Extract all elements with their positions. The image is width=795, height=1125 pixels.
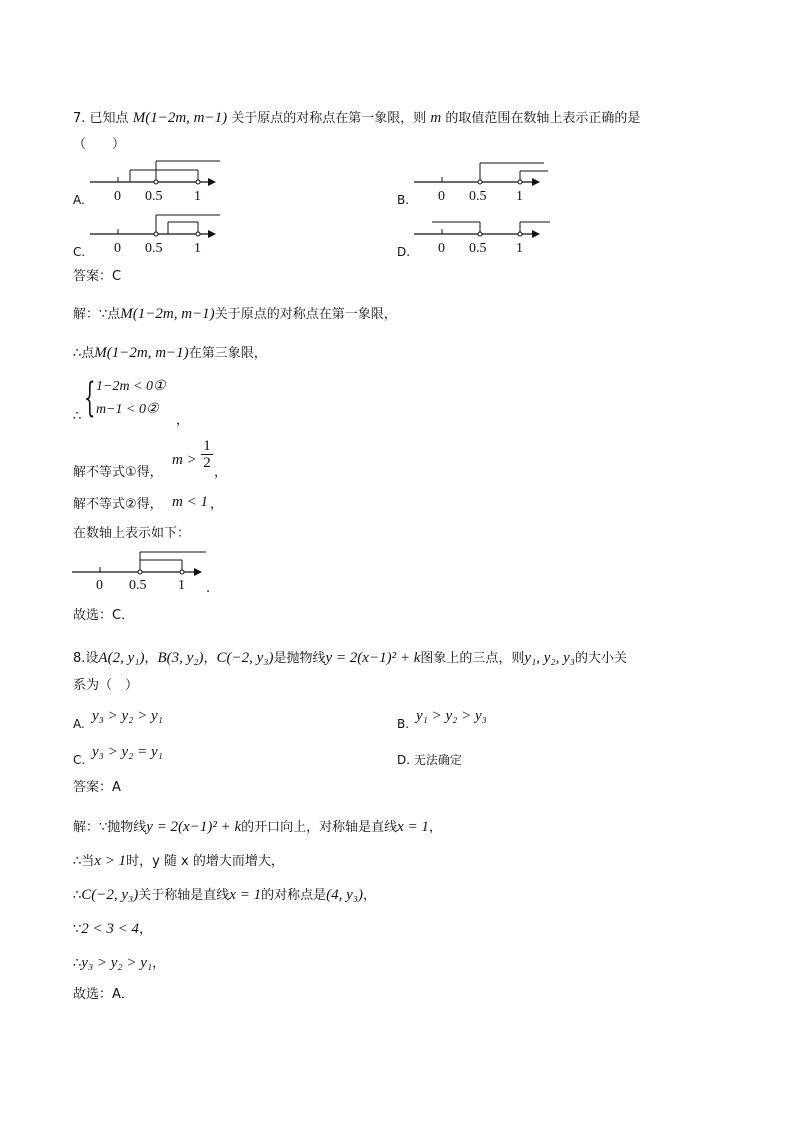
q8-option-b-label: B. [397, 717, 410, 731]
svg-text:1: 1 [194, 241, 201, 256]
q8-option-a-label: A. [73, 717, 85, 731]
q8-solution-line4: ∵2 < 3 < 4， [73, 921, 153, 937]
q8-option-b: y₁ > y₂ > y₃ [416, 708, 487, 724]
svg-text:1: 1 [516, 189, 523, 204]
q7-option-a-label: A. [73, 193, 85, 207]
q7-option-c-label: C. [73, 245, 86, 259]
q8-solution-line1: 解：∵抛物线y = 2(x−1)² + k的开口向上，对称轴是直线x = 1， [73, 819, 442, 835]
svg-text:0: 0 [114, 241, 121, 256]
svg-text:0: 0 [114, 189, 121, 204]
q8-answer: 答案：A [73, 780, 121, 795]
q7-option-c-numberline [88, 210, 223, 256]
svg-text:0.5: 0.5 [469, 189, 487, 204]
svg-text:0: 0 [438, 241, 445, 256]
q8-option-a: y₃ > y₂ > y₁ [92, 708, 163, 724]
q7-option-d-label: D. [397, 245, 411, 259]
q7-therefore: ∴ [73, 409, 82, 424]
q7-point: M(1−2m, m−1) [132, 110, 228, 126]
svg-text:1: 1 [178, 578, 185, 592]
q7-option-b-numberline [412, 158, 552, 204]
q8-option-d: D. 无法确定 [397, 753, 462, 767]
q8-number: 8. [73, 651, 86, 666]
svg-text:1: 1 [516, 241, 523, 256]
q8-stem-line2: 系为（ ） [73, 678, 139, 693]
svg-text:0.5: 0.5 [469, 241, 487, 256]
svg-text:0.5: 0.5 [129, 578, 147, 592]
svg-text:0: 0 [438, 189, 445, 204]
svg-text:0.5: 0.5 [145, 189, 163, 204]
q7-fraction-half: 1 2 [201, 438, 213, 471]
q7-solve-2: 解不等式②得， [73, 497, 163, 512]
q7-show-on-line: 在数轴上表示如下： [73, 526, 191, 541]
q8-solution-line3: ∴C(−2, y₃)关于称轴是直线x = 1的对称点是(4, y₃)， [73, 887, 376, 903]
q8-choice: 故选：A． [73, 987, 134, 1002]
q7-solution-numberline [70, 546, 210, 592]
q8-option-c-label: C. [73, 753, 86, 767]
q7-inequality-1: 1−2m < 0① [96, 379, 166, 394]
svg-text:1: 1 [194, 189, 201, 204]
q7-number: 7. [73, 111, 86, 126]
q8-option-c: y₃ > y₂ = y₁ [92, 744, 163, 760]
q8-stem: 8.设A(2, y₁)，B(3, y₂)，C(−2, y₃)是抛物线y = 2(x−1)² + k图象上的三点，则y₁, y₂, y₃的大小关 [73, 650, 628, 666]
q7-answer-blank: （ ） [73, 137, 126, 152]
q7-answer: 答案：C [73, 269, 122, 284]
svg-text:0.5: 0.5 [145, 241, 163, 256]
svg-text:0: 0 [96, 578, 103, 592]
q7-inequality-2: m−1 < 0② [96, 402, 159, 417]
q8-solution-line2: ∴当x > 1时，y 随 x 的增大而增大， [73, 853, 284, 869]
q7-choice: 故选：C． [73, 608, 135, 623]
q7-option-d-numberline [412, 210, 552, 256]
q7-system-brace: { [84, 375, 96, 421]
q7-stem: 7. 已知点 M(1−2m, m−1) 关于原点的对称点在第一象限，则 m 的取值范围在数轴上表示正确的是 [73, 110, 641, 126]
q8-solution-line5: ∴y₃ > y₂ > y₁， [73, 955, 166, 971]
q7-solution-line2: ∴点M(1−2m, m−1)在第三象限， [73, 345, 267, 361]
q7-solution-line1: 解：∵点M(1−2m, m−1)关于原点的对称点在第一象限， [73, 306, 397, 322]
q7-option-b-label: B. [397, 193, 410, 207]
q7-option-a-numberline [88, 158, 223, 204]
q7-solve-1: 解不等式①得， [73, 465, 163, 480]
